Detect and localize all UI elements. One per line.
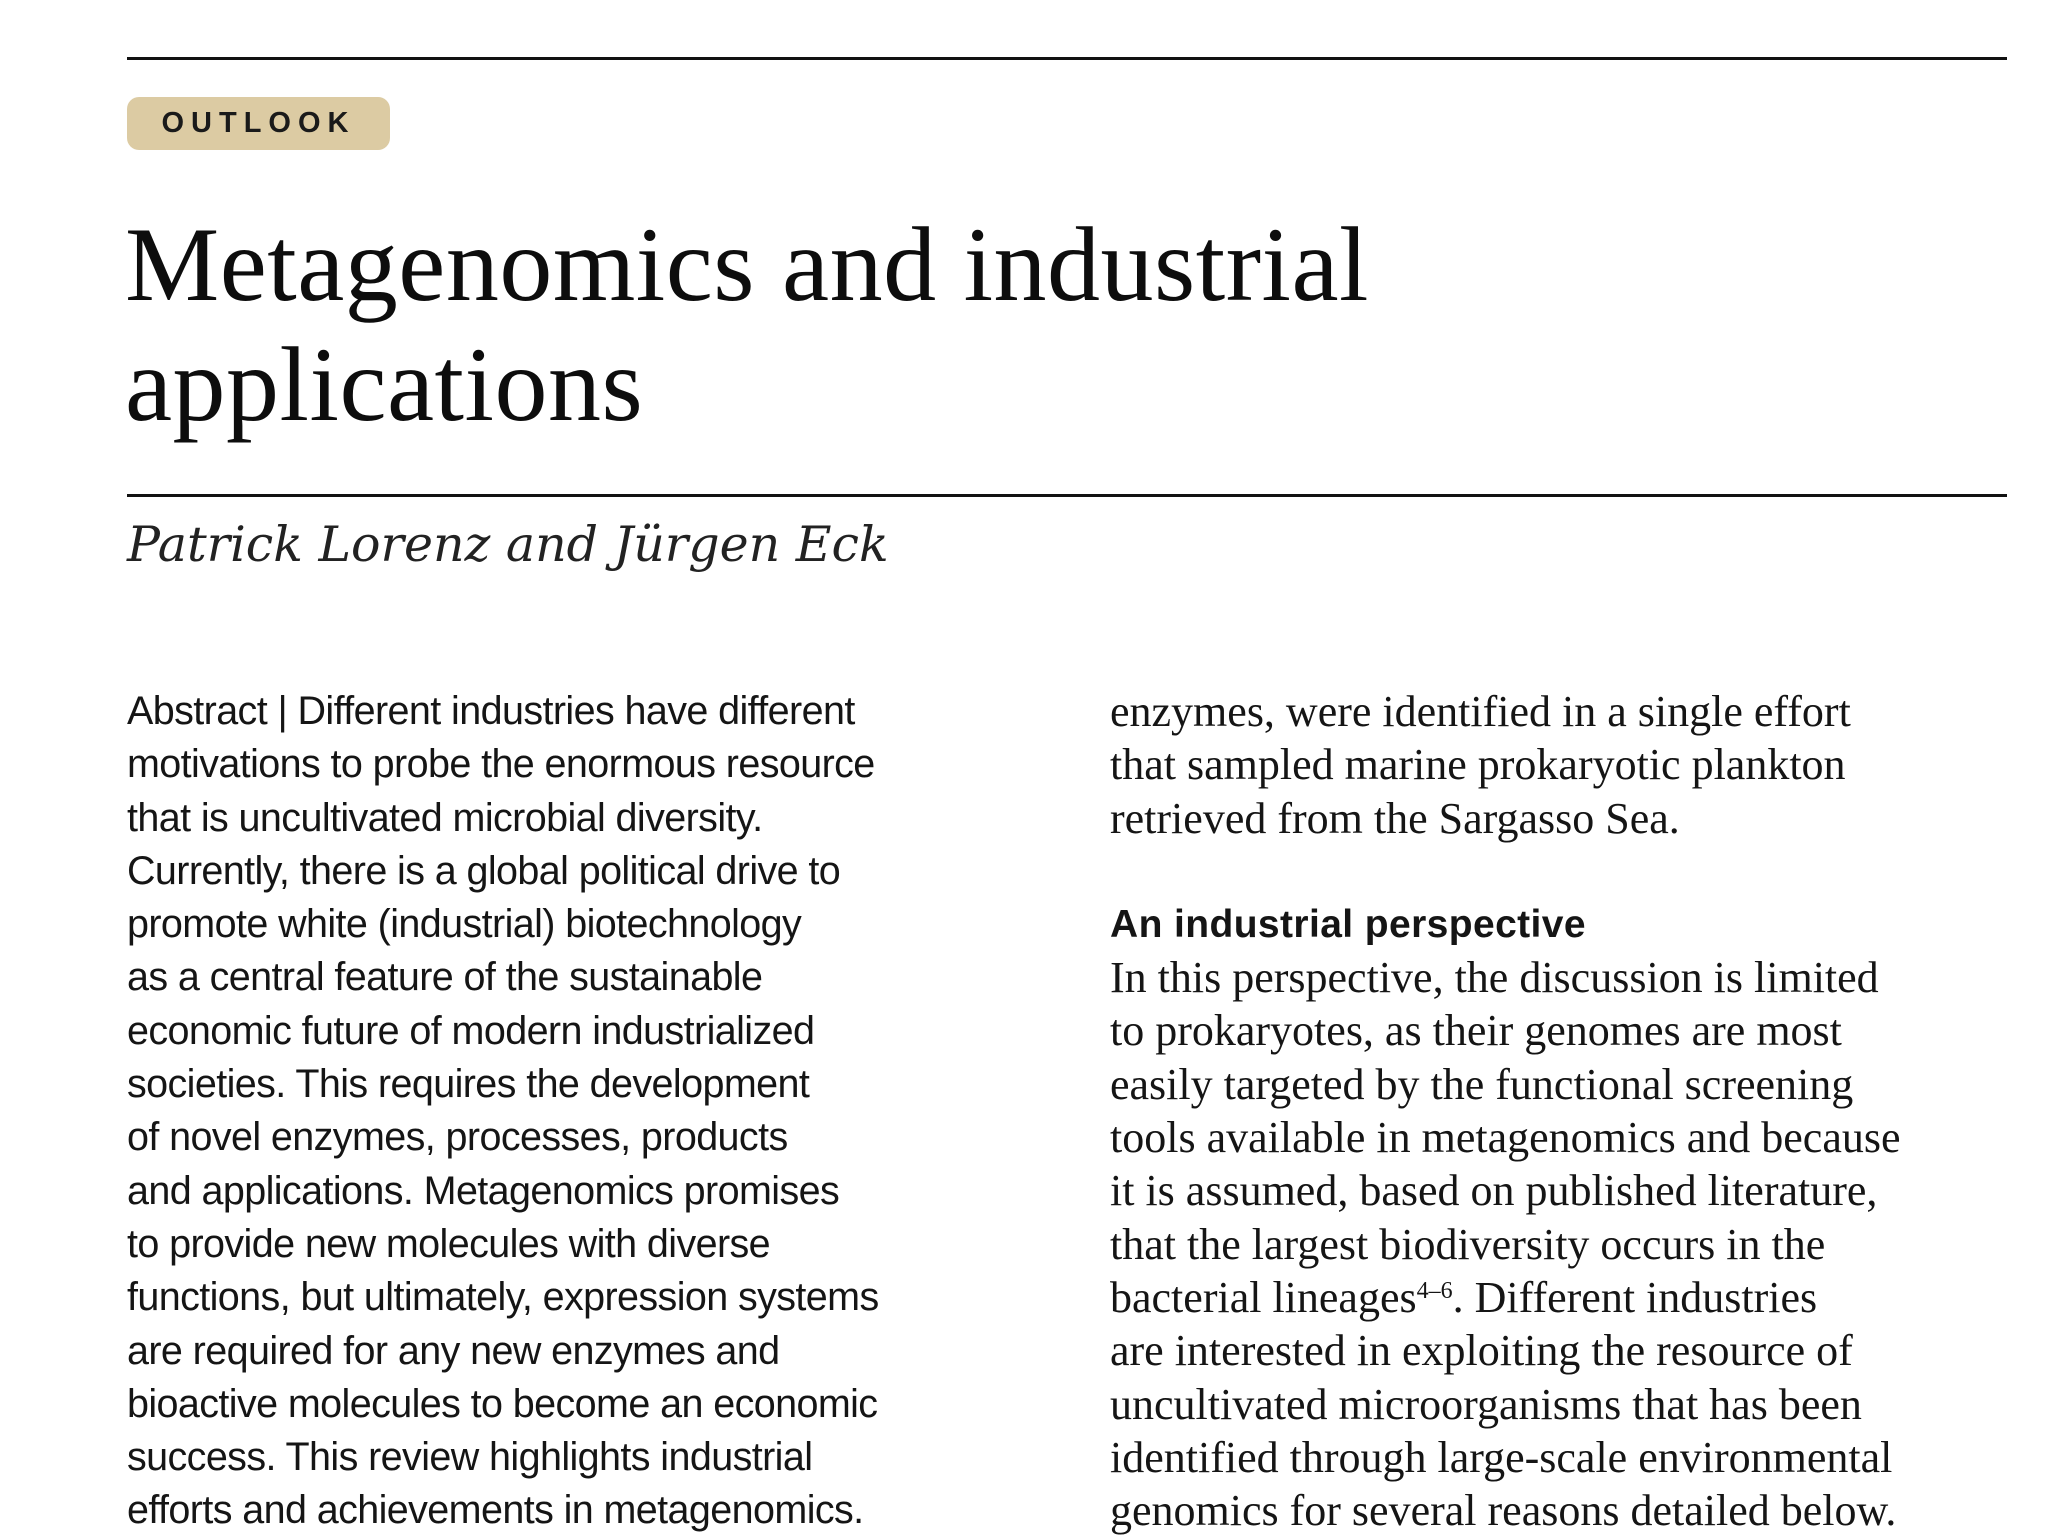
section-tag-badge: OUTLOOK <box>127 97 390 150</box>
abstract-line: Abstract | Different industries have different <box>127 689 855 733</box>
text-line: it is assumed, based on published literature, <box>1110 1166 1878 1216</box>
abstract-line: efforts and achievements in metagenomics. <box>127 1488 864 1533</box>
text-line: to prokaryotes, as their genomes are most <box>1110 1006 1842 1056</box>
abstract-line: that is uncultivated microbial diversity. <box>127 795 763 840</box>
abstract-line: societies. This requires the development <box>127 1062 810 1107</box>
top-rule <box>127 57 2007 60</box>
text-line: identified through large-scale environmental <box>1110 1432 1893 1482</box>
abstract-line: and applications. Metagenomics promises <box>127 1168 840 1213</box>
author-list: Patrick Lorenz and Jürgen Eck <box>127 516 889 573</box>
abstract-line: success. This review highlights industrial <box>127 1435 813 1480</box>
text-line: tools available in metagenomics and because <box>1110 1113 1901 1163</box>
abstract-line: promote white (industrial) biotechnology <box>127 902 802 947</box>
title-line: Metagenomics and industrial <box>125 206 1369 323</box>
text-line: easily targeted by the functional screening <box>1110 1059 1854 1109</box>
abstract-line: of novel enzymes, processes, products <box>127 1115 788 1160</box>
intro-paragraph <box>1110 685 2010 845</box>
abstract-line: bioactive molecules to become an economic <box>127 1381 878 1426</box>
text-line: In this perspective, the discussion is limited <box>1110 953 1879 1003</box>
title-line: applications <box>125 326 644 443</box>
abstract-line: Currently, there is a global political drive to <box>127 848 841 893</box>
abstract-line: as a central feature of the sustainable <box>127 955 763 1000</box>
title-rule <box>127 494 2007 497</box>
text-line: that the largest biodiversity occurs in the <box>1110 1219 1826 1269</box>
article-title <box>125 205 1985 445</box>
text-line: bacterial lineages$^{4-6}$. Different industries <box>1110 1272 1818 1322</box>
text-line: uncultivated microorganisms that has been <box>1110 1379 1862 1429</box>
abstract-line: motivations to probe the enormous resource <box>127 742 875 787</box>
section-paragraph <box>1110 951 2010 1537</box>
text-line: genomics for several reasons detailed below. <box>1110 1486 1897 1536</box>
text-line: enzymes, were identified in a single effort <box>1110 687 1851 736</box>
citation-reference: 4–6 <box>1416 1277 1453 1304</box>
abstract-line: to provide new molecules with diverse <box>127 1221 771 1266</box>
abstract-line: economic future of modern industrialized <box>127 1008 815 1053</box>
body-column <box>1110 685 2010 1537</box>
section-heading: An industrial perspective <box>1110 902 1586 946</box>
abstract-column <box>127 685 1047 1538</box>
abstract-line: functions, but ultimately, expression systems <box>127 1275 879 1320</box>
text-line: are interested in exploiting the resource of <box>1110 1326 1853 1376</box>
abstract-line: are required for any new enzymes and <box>127 1328 780 1373</box>
text-line: that sampled marine prokaryotic plankton <box>1110 740 1846 790</box>
text-line: retrieved from the Sargasso Sea. <box>1110 793 1680 843</box>
